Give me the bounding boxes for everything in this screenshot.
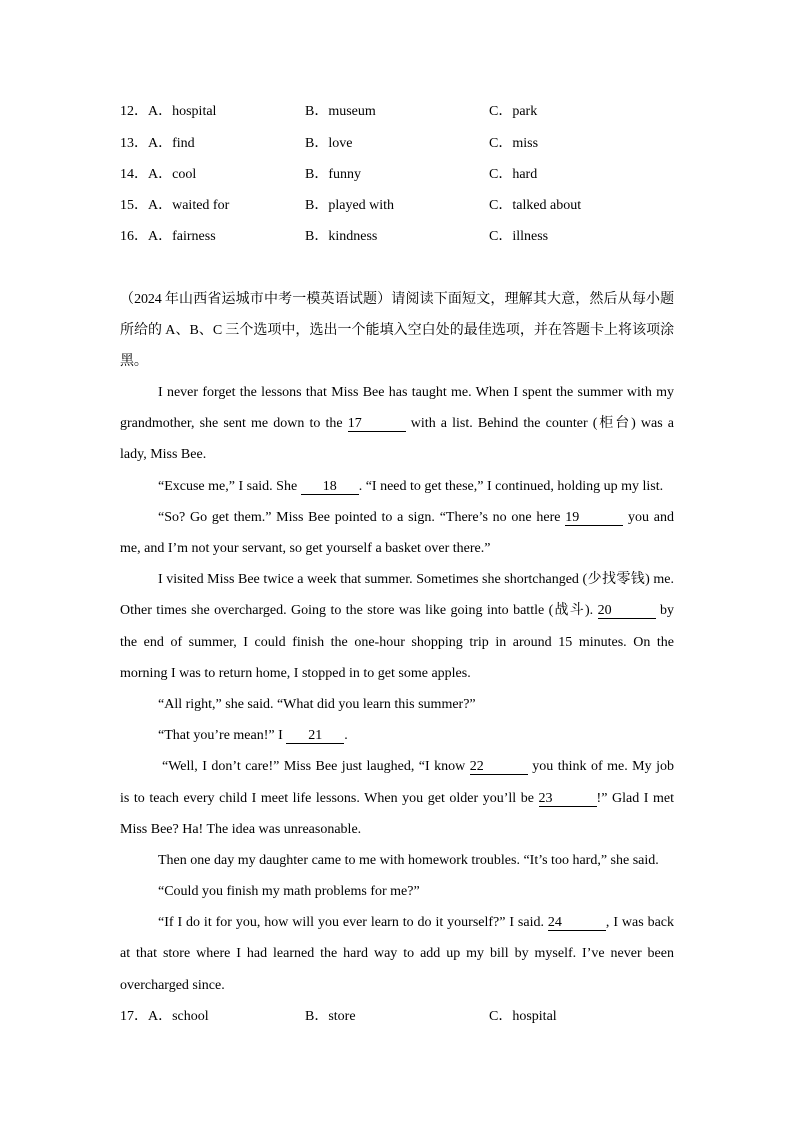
passage-text: “That you’re mean!” I xyxy=(158,728,287,744)
passage-line xyxy=(120,876,674,907)
option-c: C．park xyxy=(489,104,538,120)
question-number: 15． xyxy=(120,197,148,213)
passage-text: grandmother, she sent me down to the xyxy=(120,416,348,432)
question-row-13 xyxy=(120,128,674,159)
passage-text: Then one day my daughter came to me with homework troubles. “It’s too hard,” she said. xyxy=(158,852,659,868)
instructions-text: （2024 年山西省运城市中考一模英语试题）请阅读下面短文，理解其大意，然后从每小题 xyxy=(120,291,674,307)
passage-text: you and xyxy=(623,509,674,525)
passage-line xyxy=(120,502,674,533)
passage-line xyxy=(120,751,674,782)
passage-line xyxy=(120,595,674,626)
passage-line xyxy=(120,814,674,845)
instructions-line xyxy=(120,346,674,377)
option-a: A．school xyxy=(148,1008,209,1024)
passage-line xyxy=(120,377,674,408)
question-row-12 xyxy=(120,96,674,127)
question-row-17 xyxy=(120,1001,674,1032)
question-row-14 xyxy=(120,159,674,190)
exam-page xyxy=(120,96,674,1032)
passage-text: with a list. Behind the counter (柜台) was a xyxy=(405,416,674,432)
instructions-text: 所给的 A、B、C 三个选项中，选出一个能填入空白处的最佳选项，并在答题卡上将该项涂 xyxy=(120,322,674,338)
passage-text: “Well, I don’t care!” Miss Bee just laughed, “I know xyxy=(162,759,470,775)
passage-line xyxy=(120,439,674,470)
option-b: B．love xyxy=(305,135,353,151)
passage-line xyxy=(120,627,674,658)
passage-text: “So? Go get them.” Miss Bee pointed to a sign. “There’s no one here xyxy=(158,509,566,525)
option-c: C．talked about xyxy=(489,197,582,213)
passage-text: “Could you finish my math problems for me?” xyxy=(158,884,420,900)
instructions-line xyxy=(120,315,674,346)
passage-line xyxy=(120,408,674,439)
question-row-16 xyxy=(120,221,674,252)
passage-text: you think of me. My job xyxy=(527,759,674,775)
answer-blank-19: 19 xyxy=(565,511,623,526)
passage-line xyxy=(120,658,674,689)
question-number: 16． xyxy=(120,229,148,245)
option-b: B．played with xyxy=(305,197,395,213)
passage-text: Miss Bee? Ha! The idea was unreasonable. xyxy=(120,821,362,837)
answer-blank-18: 18 xyxy=(301,480,359,495)
passage-text: . xyxy=(344,728,348,744)
passage-text: . “I need to get these,” I continued, holding up my list. xyxy=(358,478,664,494)
option-a: A．fairness xyxy=(148,229,216,245)
passage-text: “All right,” she said. “What did you learn this summer?” xyxy=(158,696,476,712)
answer-blank-20: 20 xyxy=(598,604,656,619)
passage-line xyxy=(120,938,674,969)
passage-text: I never forget the lessons that Miss Bee has taught me. When I spent the summer with my xyxy=(158,385,674,401)
option-a: A．hospital xyxy=(148,104,217,120)
passage-text: the end of summer, I could finish the one-hour shopping trip in around 15 minutes. On the xyxy=(120,634,674,650)
passage-text: lady, Miss Bee. xyxy=(120,447,207,463)
answer-blank-23: 23 xyxy=(539,792,597,807)
passage-text: “Excuse me,” I said. She xyxy=(158,478,301,494)
option-a: A．waited for xyxy=(148,197,230,213)
passage-line xyxy=(120,564,674,595)
passage-text: overcharged since. xyxy=(120,977,225,993)
option-b: B．kindness xyxy=(305,229,378,245)
option-b: B．store xyxy=(305,1008,356,1024)
option-b: B．museum xyxy=(305,104,376,120)
passage-line xyxy=(120,689,674,720)
question-number: 14． xyxy=(120,166,148,182)
passage-text: Other times she overcharged. Going to the store was like going into battle (战斗). xyxy=(120,603,598,619)
answer-blank-17: 17 xyxy=(348,417,406,432)
passage-line xyxy=(120,783,674,814)
passage-line xyxy=(120,533,674,564)
instructions-line xyxy=(120,284,674,315)
question-number: 17． xyxy=(120,1008,148,1024)
passage-line xyxy=(120,471,674,502)
answer-blank-22: 22 xyxy=(470,760,528,775)
option-b: B．funny xyxy=(305,166,361,182)
option-a: A．find xyxy=(148,135,195,151)
option-a: A．cool xyxy=(148,166,197,182)
passage-text: , I was back xyxy=(605,915,674,931)
passage-text: !” Glad I met xyxy=(596,790,674,806)
passage-text: at that store where I had learned the hard way to add up my bill by myself. I’ve never been xyxy=(120,946,674,962)
passage-text: morning I was to return home, I stopped in to get some apples. xyxy=(120,665,471,681)
passage-text: “If I do it for you, how will you ever learn to do it yourself?” I said. xyxy=(158,915,548,931)
passage-line xyxy=(120,845,674,876)
passage-line xyxy=(120,970,674,1001)
question-number: 12． xyxy=(120,104,148,120)
passage-text: by xyxy=(655,603,674,619)
passage-text: I visited Miss Bee twice a week that summer. Sometimes she shortchanged (少找零钱) me. xyxy=(158,572,674,588)
option-c: C．illness xyxy=(489,229,549,245)
question-row-15 xyxy=(120,190,674,221)
option-c: C．hospital xyxy=(489,1008,557,1024)
passage-text: me, and I’m not your servant, so get yourself a basket over there.” xyxy=(120,541,491,557)
answer-blank-24: 24 xyxy=(548,916,606,931)
question-number: 13． xyxy=(120,135,148,151)
passage-text: is to teach every child I meet life lessons. When you get older you’ll be xyxy=(120,790,539,806)
answer-blank-21: 21 xyxy=(286,729,344,744)
passage-line xyxy=(120,907,674,938)
instructions-text: 黑。 xyxy=(120,353,148,369)
section-gap xyxy=(120,252,674,283)
passage-line xyxy=(120,720,674,751)
option-c: C．miss xyxy=(489,135,539,151)
option-c: C．hard xyxy=(489,166,538,182)
